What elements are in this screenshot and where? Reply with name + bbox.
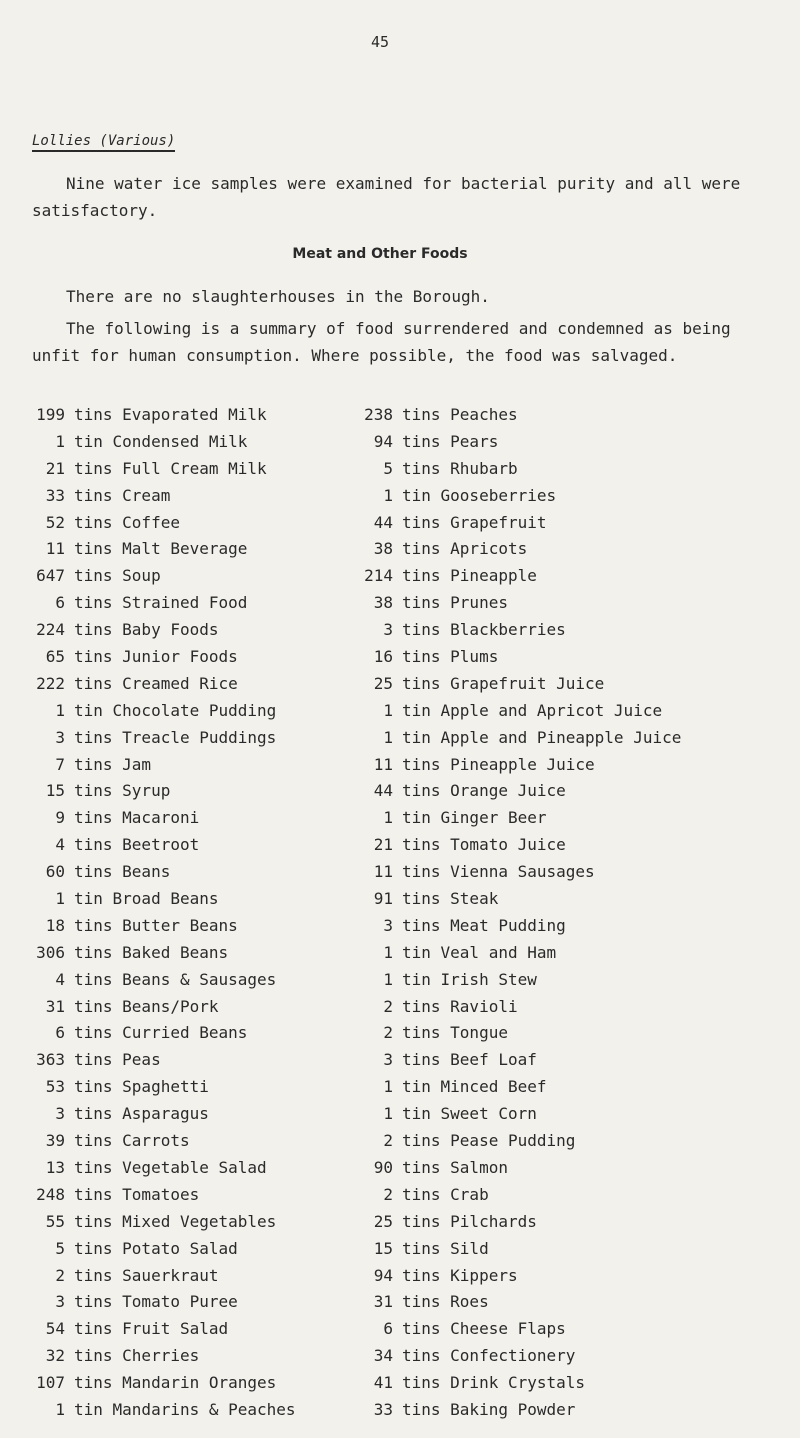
food-item-quantity: 53 — [45, 1077, 65, 1097]
food-item — [32, 510, 296, 537]
food-item — [360, 402, 681, 429]
food-item-quantity: 6 — [55, 1023, 65, 1043]
food-item — [360, 510, 681, 537]
food-item-description: tins Baby Foods — [74, 620, 219, 640]
food-item-description: tin Irish Stew — [402, 969, 537, 989]
food-item-description: tins Roes — [402, 1292, 489, 1312]
food-item-quantity: 32 — [45, 1346, 65, 1366]
food-item-quantity: 65 — [45, 647, 65, 667]
food-item-quantity: 21 — [45, 458, 65, 478]
food-item-description: tins Confectionery — [402, 1346, 576, 1366]
food-item — [32, 644, 296, 671]
food-item-description: tins Full Cream Milk — [74, 458, 267, 478]
food-item — [360, 859, 681, 886]
food-item — [32, 698, 296, 725]
food-item — [32, 1263, 296, 1290]
food-item — [32, 429, 296, 456]
food-item-description: tins Vienna Sausages — [402, 862, 595, 882]
food-item-quantity: 306 — [36, 942, 65, 962]
food-item-quantity: 33 — [45, 485, 65, 505]
food-item-description: tins Beans & Sausages — [74, 969, 277, 989]
food-item-quantity: 2 — [383, 1184, 393, 1204]
food-item-description: tin Sweet Corn — [402, 1104, 537, 1124]
food-item-quantity: 6 — [383, 1319, 393, 1339]
food-item — [360, 913, 681, 940]
food-item-description: tins Cherries — [74, 1346, 200, 1366]
food-item-description: tin Apple and Apricot Juice — [402, 700, 663, 720]
food-item-description: tins Peaches — [402, 405, 518, 424]
food-item — [360, 1263, 681, 1290]
food-item — [32, 536, 296, 563]
food-item — [32, 752, 296, 779]
food-item-description: tin Condensed Milk — [74, 431, 248, 451]
food-item — [32, 1047, 296, 1074]
food-item-description: tins Tongue — [402, 1023, 508, 1043]
food-item-quantity: 248 — [36, 1184, 65, 1204]
food-item-quantity: 41 — [373, 1373, 393, 1393]
food-item-description: tins Peas — [74, 1050, 161, 1070]
food-item-description: tins Crab — [402, 1184, 489, 1204]
food-item — [32, 1343, 296, 1370]
food-item-description: tins Butter Beans — [74, 915, 238, 935]
food-item-quantity: 54 — [45, 1319, 65, 1339]
food-item — [360, 1397, 681, 1424]
food-item-description: tins Salmon — [402, 1157, 508, 1177]
food-item — [360, 994, 681, 1021]
food-item-description: tins Rhubarb — [402, 458, 518, 478]
food-item — [32, 967, 296, 994]
food-item — [32, 832, 296, 859]
food-item-quantity: 31 — [373, 1292, 393, 1312]
food-item-description: tins Beetroot — [74, 835, 200, 855]
food-item-quantity: 2 — [383, 996, 393, 1016]
food-item-quantity: 1 — [383, 727, 393, 747]
food-item-description: tin Chocolate Pudding — [74, 700, 277, 720]
food-item-quantity: 52 — [45, 512, 65, 532]
food-item-quantity: 90 — [373, 1157, 393, 1177]
food-item-description: tins Sild — [402, 1238, 489, 1258]
food-item-quantity: 94 — [373, 431, 393, 451]
food-item-description: tins Orange Juice — [402, 781, 566, 801]
food-item-description: tin Broad Beans — [74, 889, 219, 909]
food-item-quantity: 214 — [364, 566, 393, 586]
food-item-quantity: 238 — [364, 405, 393, 424]
food-item — [32, 1128, 296, 1155]
food-item-quantity: 44 — [373, 781, 393, 801]
food-item — [32, 402, 296, 429]
food-item — [32, 725, 296, 752]
food-item — [360, 940, 681, 967]
food-item-quantity: 1 — [383, 1077, 393, 1097]
food-item-quantity: 4 — [55, 969, 65, 989]
food-item-description: tins Jam — [74, 754, 152, 774]
food-item — [32, 1155, 296, 1182]
food-item-description: tins Potato Salad — [74, 1238, 238, 1258]
food-item-quantity: 1 — [383, 942, 393, 962]
food-item — [360, 1236, 681, 1263]
food-item-description: tins Beans — [74, 862, 171, 882]
food-item — [360, 590, 681, 617]
food-item-quantity: 15 — [373, 1238, 393, 1258]
food-item-description: tin Apple and Pineapple Juice — [402, 727, 682, 747]
food-item — [32, 671, 296, 698]
food-item-quantity: 44 — [373, 512, 393, 532]
food-item — [32, 859, 296, 886]
right-food-list — [360, 402, 681, 1424]
food-item-description: tins Spaghetti — [74, 1077, 209, 1097]
food-item-description: tins Treacle Puddings — [74, 727, 277, 747]
food-item-quantity: 2 — [55, 1265, 65, 1285]
food-item-description: tins Pineapple — [402, 566, 537, 586]
food-item — [360, 1370, 681, 1397]
page-number: 45 — [370, 33, 390, 51]
food-item — [32, 913, 296, 940]
food-item-quantity: 222 — [36, 673, 65, 693]
food-item — [360, 832, 681, 859]
food-item-description: tins Mandarin Oranges — [74, 1373, 277, 1393]
food-item-quantity: 31 — [45, 996, 65, 1016]
left-food-list — [32, 402, 296, 1424]
food-item-description: tins Beans/Pork — [74, 996, 219, 1016]
food-item — [360, 1047, 681, 1074]
food-item — [32, 886, 296, 913]
food-item-quantity: 34 — [373, 1346, 393, 1366]
food-item-description: tins Macaroni — [74, 808, 200, 828]
food-item-description: tins Baking Powder — [402, 1399, 576, 1419]
food-item-quantity: 3 — [55, 727, 65, 747]
food-item — [32, 1020, 296, 1047]
food-item — [32, 1370, 296, 1397]
food-item-quantity: 1 — [383, 700, 393, 720]
food-item-quantity: 3 — [383, 620, 393, 640]
food-item-description: tins Tomato Puree — [74, 1292, 238, 1312]
food-item — [32, 805, 296, 832]
food-item — [360, 886, 681, 913]
food-item — [32, 590, 296, 617]
food-item-quantity: 25 — [373, 1211, 393, 1231]
food-item-description: tins Fruit Salad — [74, 1319, 229, 1339]
food-item — [360, 778, 681, 805]
food-item-quantity: 7 — [55, 754, 65, 774]
food-item-quantity: 107 — [36, 1373, 65, 1393]
food-item-description: tins Creamed Rice — [74, 673, 238, 693]
food-item-description: tins Syrup — [74, 781, 171, 801]
food-item — [360, 1289, 681, 1316]
food-item-description: tins Junior Foods — [74, 647, 238, 667]
food-item — [360, 617, 681, 644]
food-item-quantity: 33 — [373, 1399, 393, 1419]
food-item-description: tins Pease Pudding — [402, 1131, 576, 1151]
food-item-quantity: 224 — [36, 620, 65, 640]
food-item-quantity: 38 — [373, 593, 393, 613]
food-item-quantity: 55 — [45, 1211, 65, 1231]
food-item — [360, 671, 681, 698]
food-item-quantity: 4 — [55, 835, 65, 855]
food-item-quantity: 3 — [55, 1104, 65, 1124]
food-item — [32, 1209, 296, 1236]
food-item — [360, 563, 681, 590]
food-item — [360, 752, 681, 779]
food-item-quantity: 363 — [36, 1050, 65, 1070]
food-item-quantity: 1 — [55, 700, 65, 720]
food-item — [360, 1316, 681, 1343]
food-item — [360, 1343, 681, 1370]
food-item — [32, 1397, 296, 1424]
food-item-quantity: 1 — [55, 889, 65, 909]
food-item-description: tins Tomatoes — [74, 1184, 200, 1204]
food-item — [360, 1074, 681, 1101]
food-item-quantity: 25 — [373, 673, 393, 693]
food-item-description: tins Pineapple Juice — [402, 754, 595, 774]
food-item — [360, 536, 681, 563]
food-item — [360, 483, 681, 510]
food-item-quantity: 3 — [383, 1050, 393, 1070]
food-item — [360, 1209, 681, 1236]
food-item-description: tins Curried Beans — [74, 1023, 248, 1043]
food-item-quantity: 16 — [373, 647, 393, 667]
food-item-description: tins Blackberries — [402, 620, 566, 640]
food-item — [360, 725, 681, 752]
food-item — [32, 1289, 296, 1316]
food-item — [360, 429, 681, 456]
food-item-quantity: 1 — [383, 969, 393, 989]
summary-paragraph: The following is a summary of food surrendered and condemned as being unfit for human consumption. Where possible, the food was salvaged. — [32, 319, 731, 365]
slaughterhouse-paragraph: There are no slaughterhouses in the Borough. — [66, 287, 490, 306]
food-item-description: tin Mandarins & Peaches — [74, 1399, 296, 1419]
food-item-description: tins Mixed Vegetables — [74, 1211, 277, 1231]
food-item-description: tins Strained Food — [74, 593, 248, 613]
food-item-quantity: 2 — [383, 1131, 393, 1151]
food-item-description: tins Tomato Juice — [402, 835, 566, 855]
food-item-description: tins Drink Crystals — [402, 1373, 586, 1393]
food-item — [360, 1155, 681, 1182]
food-item-quantity: 21 — [373, 835, 393, 855]
food-item — [360, 456, 681, 483]
lollies-paragraph: Nine water ice samples were examined for bacterial purity and all were satisfactory. — [32, 174, 741, 220]
food-item-description: tin Gooseberries — [402, 485, 557, 505]
food-item-description: tin Veal and Ham — [402, 942, 557, 962]
food-item — [360, 967, 681, 994]
food-item-quantity: 11 — [373, 754, 393, 774]
food-item — [360, 1128, 681, 1155]
food-item — [32, 483, 296, 510]
food-item-description: tins Cream — [74, 485, 171, 505]
food-item-description: tins Baked Beans — [74, 942, 229, 962]
food-item-quantity: 5 — [383, 458, 393, 478]
food-item-quantity: 9 — [55, 808, 65, 828]
food-item — [360, 805, 681, 832]
food-item — [360, 698, 681, 725]
food-item-quantity: 647 — [36, 566, 65, 586]
food-item-description: tins Kippers — [402, 1265, 518, 1285]
food-item-quantity: 13 — [45, 1157, 65, 1177]
food-item-quantity: 38 — [373, 539, 393, 559]
food-item-quantity: 11 — [45, 539, 65, 559]
food-item — [32, 563, 296, 590]
food-item — [360, 1020, 681, 1047]
food-item-description: tins Pilchards — [402, 1211, 537, 1231]
food-item-description: tins Grapefruit — [402, 512, 547, 532]
food-item — [360, 644, 681, 671]
food-item-quantity: 1 — [383, 808, 393, 828]
food-item-description: tins Meat Pudding — [402, 915, 566, 935]
food-item-description: tins Grapefruit Juice — [402, 673, 605, 693]
food-item-description: tins Asparagus — [74, 1104, 209, 1124]
food-item-quantity: 1 — [55, 431, 65, 451]
food-item-quantity: 1 — [383, 485, 393, 505]
food-item — [32, 1182, 296, 1209]
food-item-description: tins Evaporated Milk — [74, 405, 267, 424]
food-item-quantity: 3 — [55, 1292, 65, 1312]
food-item-quantity: 18 — [45, 915, 65, 935]
food-item-quantity: 1 — [383, 1104, 393, 1124]
food-item-quantity: 60 — [45, 862, 65, 882]
food-item-quantity: 39 — [45, 1131, 65, 1151]
food-item-quantity: 2 — [383, 1023, 393, 1043]
section-heading-lollies: Lollies (Various) — [32, 133, 175, 152]
food-item — [32, 456, 296, 483]
food-item-quantity: 15 — [45, 781, 65, 801]
food-item-quantity: 5 — [55, 1238, 65, 1258]
food-item-description: tin Minced Beef — [402, 1077, 547, 1097]
food-item — [360, 1101, 681, 1128]
food-item-quantity: 3 — [383, 915, 393, 935]
food-item-description: tins Cheese Flaps — [402, 1319, 566, 1339]
food-item — [32, 940, 296, 967]
food-item-description: tins Beef Loaf — [402, 1050, 537, 1070]
food-item-description: tins Apricots — [402, 539, 528, 559]
food-item-description: tins Carrots — [74, 1131, 190, 1151]
food-item-description: tins Coffee — [74, 512, 180, 532]
food-item-quantity: 6 — [55, 593, 65, 613]
food-item — [32, 1074, 296, 1101]
food-item-description: tins Ravioli — [402, 996, 518, 1016]
food-item — [360, 1182, 681, 1209]
food-item — [32, 778, 296, 805]
food-item — [32, 1316, 296, 1343]
food-item-description: tins Sauerkraut — [74, 1265, 219, 1285]
food-item-quantity: 1 — [55, 1399, 65, 1419]
food-item-description: tin Ginger Beer — [402, 808, 547, 828]
food-item — [32, 1101, 296, 1128]
food-item-description: tins Prunes — [402, 593, 508, 613]
food-item-quantity: 199 — [36, 405, 65, 424]
food-item-description: tins Pears — [402, 431, 499, 451]
food-item — [32, 617, 296, 644]
food-item-description: tins Plums — [402, 647, 499, 667]
food-item-description: tins Soup — [74, 566, 161, 586]
subheading-meat-other-foods: Meat and Other Foods — [292, 246, 468, 262]
food-item-description: tins Steak — [402, 889, 499, 909]
food-item-description: tins Vegetable Salad — [74, 1157, 267, 1177]
food-item-description: tins Malt Beverage — [74, 539, 248, 559]
food-item-quantity: 94 — [373, 1265, 393, 1285]
food-item-quantity: 11 — [373, 862, 393, 882]
food-item — [32, 1236, 296, 1263]
food-item-quantity: 91 — [373, 889, 393, 909]
food-item — [32, 994, 296, 1021]
